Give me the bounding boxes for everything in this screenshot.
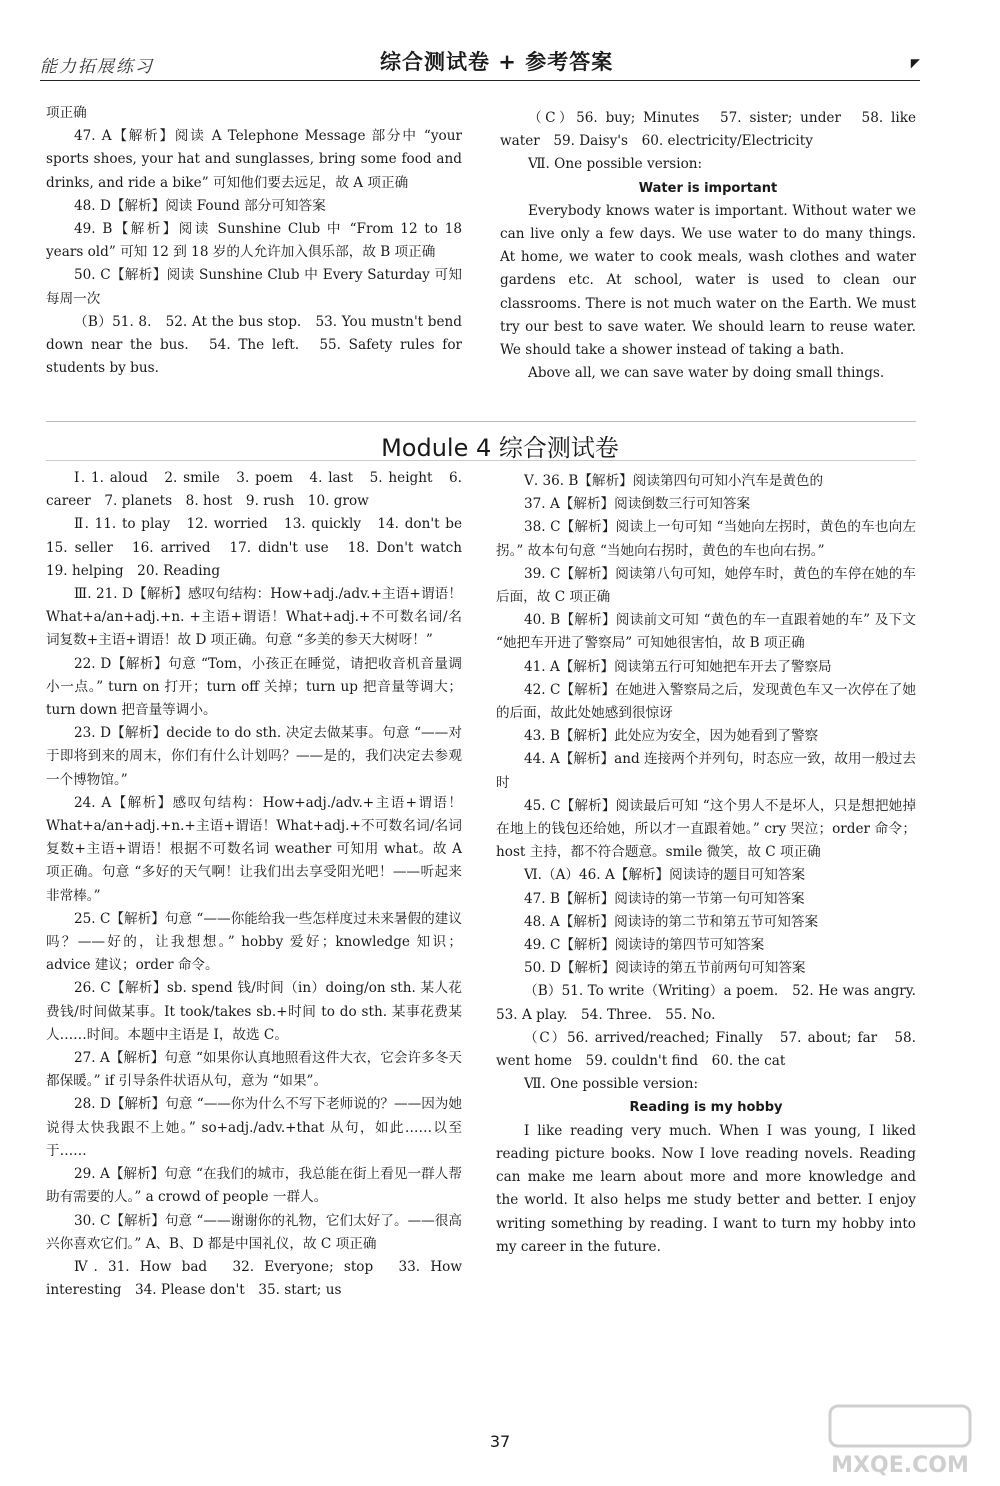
essay-paragraph: I like reading very much. When I was young, I liked reading picture books. Now I love reading novels. Reading can make me learn about more and more knowledge and the world. It also helps me study better and better. I enjoy writing something by reading. I want to turn my hobby into my career in the future. xyxy=(496,1122,916,1255)
series-name: 能力拓展练习 xyxy=(40,57,154,77)
top-right-column xyxy=(500,107,916,385)
answer-line: Ⅲ. 21. D【解析】感叹句结构：How+adj./adv.+主语+谓语！What+a/an+adj.+n. +主语+谓语！What+adj.+不可数名词/名词复数+主语+谓语！故 D 项正确。句意 “多美的参天大树呀！” xyxy=(46,586,462,649)
answer-line: 47. A【解析】阅读 A Telephone Message 部分中 “your sports shoes, your hat and sunglasses, bring some food and drinks, and ride a bike” 可知他们要去远足，故 A 项正确 xyxy=(46,128,462,191)
answer-line: （B）51. 8. 52. At the bus stop. 53. You mustn't bend down near the bus. 54. The left. 55. Safety rules for students by bus. xyxy=(46,313,462,377)
corner-mark-icon: ◤ xyxy=(910,56,920,70)
page-header xyxy=(40,46,960,76)
answer-line: 43. B【解析】此处应为安全，因为她看到了警察 xyxy=(524,728,819,745)
answer-line: 30. C【解析】句意 “——谢谢你的礼物，它们太好了。——很高兴你喜欢它们。” A、B、D 都是中国礼仪，故 C 项正确 xyxy=(46,1212,462,1252)
essay-paragraph: Everybody knows water is important. Without water we can live only a few days. We use water to do many things. At home, we water to cook meals, wash clothes and water gardens etc. At school, water is used to clean our classrooms. There is not much water on the Earth. We must try our best to save water. We should learn to reuse water. We should take a shower instead of taking a bath. xyxy=(500,202,916,359)
answer-line: 项正确 xyxy=(46,105,87,121)
answer-line: 49. C【解析】阅读诗的第四节可知答案 xyxy=(524,937,765,954)
page-number: 37 xyxy=(489,1432,511,1451)
answer-line: 44. A【解析】and 连接两个并列句，时态应一致，故用一般过去时 xyxy=(496,751,916,791)
answer-line: （C）56. arrived/reached; Finally 57. about; far 58. went home 59. couldn't find 60. the cat xyxy=(496,1029,916,1070)
header-rule xyxy=(40,80,920,81)
answer-line: Ⅱ. 11. to play 12. worried 13. quickly 14. don't be 15. seller 16. arrived 17. didn't use 18. Don't watch 19. helping 20. Reading xyxy=(46,516,476,579)
watermark-text: MXQE.COM xyxy=(831,1453,969,1478)
answer-line: Ⅴ. 36. B【解析】阅读第四句可知小汽车是黄色的 xyxy=(524,473,824,489)
answer-line: 25. C【解析】句意 “——你能给我一些怎样度过未来暑假的建议吗？——好的，让我想想。” hobby 爱好；knowledge 知识；advice 建议；order 命令。 xyxy=(46,910,462,974)
answer-line: 38. C【解析】阅读上一句可知 “当她向左拐时，黄色的车也向左拐。” 故本句句意 “当她向右拐时，黄色的车也向右拐。” xyxy=(496,519,916,559)
answer-line: 29. A【解析】句意 “在我们的城市，我总能在街上看见一群人帮助有需要的人。” a crowd of people 一群人。 xyxy=(46,1166,462,1206)
header-title: 综合测试卷 + 参考答案 xyxy=(380,50,614,74)
answer-line: （C）56. buy; Minutes 57. sister; under 58. like water 59. Daisy's 60. electricity/Electricity xyxy=(500,110,916,150)
answer-line: 37. A【解析】阅读倒数三行可知答案 xyxy=(524,496,751,513)
answer-line: 27. A【解析】句意 “如果你认真地照看这件大衣，它会许多冬天都保暖。” if 引导条件状语从句，意为 “如果”。 xyxy=(46,1050,462,1090)
answer-line: Ⅵ.（A）46. A【解析】阅读诗的题目可知答案 xyxy=(524,867,806,884)
section-divider xyxy=(46,460,916,461)
answer-line: 49. B【解析】阅读 Sunshine Club 中 “From 12 to 18 years old” 可知 12 到 18 岁的人允许加入俱乐部，故 B 项正确 xyxy=(46,221,462,261)
answer-line: 39. C【解析】阅读第八句可知，她停车时，黄色的车停在她的车后面，故 C 项正确 xyxy=(496,565,916,606)
answer-line: 47. B【解析】阅读诗的第一节第一句可知答案 xyxy=(524,890,805,907)
answer-line: 45. C【解析】阅读最后可知 “这个男人不是坏人，只是想把她掉在地上的钱包还给她，所以才一直跟着她。” cry 哭泣；order 命令；host 主持，都不符合题意。smile 微笑，故 C 项正确 xyxy=(496,797,916,861)
answer-line: 48. D【解析】阅读 Found 部分可知答案 xyxy=(74,197,326,214)
essay-title: Water is important xyxy=(638,180,778,196)
bottom-left-column xyxy=(46,467,476,1302)
writing-label: Ⅶ. One possible version: xyxy=(528,156,703,173)
watermark-logo xyxy=(810,1400,990,1480)
answer-line: 50. D【解析】阅读诗的第五节前两句可知答案 xyxy=(524,960,806,977)
module-title: Module 4 综合测试卷 xyxy=(381,434,619,462)
answer-line: （B）51. To write（Writing）a poem. 52. He was angry. 53. A play. 54. Three. 55. No. xyxy=(496,983,930,1023)
answer-line: 22. D【解析】句意 “Tom，小孩正在睡觉，请把收音机音量调小一点。” turn on 打开；turn off 关掉；turn up 把音量等调大；turn down 把音量等调小。 xyxy=(46,655,462,719)
answer-line: 42. C【解析】在她进入警察局之后，发现黄色车又一次停在了她的后面，故此处她感到很惊讶 xyxy=(496,681,916,722)
answer-line: Ⅰ. 1. aloud 2. smile 3. poem 4. last 5. height 6. career 7. planets 8. host 9. rush 10. grow xyxy=(46,470,462,510)
answer-line: 23. D【解析】decide to do sth. 决定去做某事。句意 “——对于即将到来的周末，你们有什么计划吗？——是的，我们决定去参观一个博物馆。” xyxy=(46,725,462,788)
bottom-right-column xyxy=(496,470,930,1259)
top-left-column xyxy=(46,102,462,380)
answer-line: 24. A【解析】感叹句结构：How+adj./adv.+主语+谓语！What+a/an+adj.+n.+主语+谓语！What+adj.+不可数名词/名词复数+主语+谓语！根据不可数名词 weather 可知用 what。故 A 项正确。句意 “多好的天气啊！让我们出去享受阳光吧！——听起来非常棒。” xyxy=(46,794,462,904)
answer-line: 41. A【解析】阅读第五行可知她把车开去了警察局 xyxy=(524,658,832,675)
answer-line: 26. C【解析】sb. spend 钱/时间（in）doing/on sth. 某人花费钱/时间做某事。It took/takes sb.+时间 to do sth. 某事花费某人……时间。本题中主语是 I，故选 C。 xyxy=(46,980,462,1043)
section-divider xyxy=(46,421,916,422)
essay-paragraph: Above all, we can save water by doing small things. xyxy=(528,365,885,382)
answer-line: 28. D【解析】句意 “——你为什么不写下老师说的？——因为她说得太快我跟不上她。” so+adj./adv.+that 从句，如此……以至于…… xyxy=(46,1096,462,1159)
essay-title: Reading is my hobby xyxy=(629,1100,783,1116)
answer-line: Ⅳ. 31. How bad 32. Everyone; stop 33. How interesting 34. Please don't 35. start; us xyxy=(46,1258,462,1299)
answer-line: 40. B【解析】阅读前文可知 “黄色的车一直跟着她的车” 及下文 “她把车开进了警察局” 可知她很害怕，故 B 项正确 xyxy=(496,612,916,652)
answer-line: 48. A【解析】阅读诗的第二节和第五节可知答案 xyxy=(524,913,819,930)
answer-line: 50. C【解析】阅读 Sunshine Club 中 Every Saturday 可知每周一次 xyxy=(46,267,462,307)
writing-label: Ⅶ. One possible version: xyxy=(524,1076,699,1093)
